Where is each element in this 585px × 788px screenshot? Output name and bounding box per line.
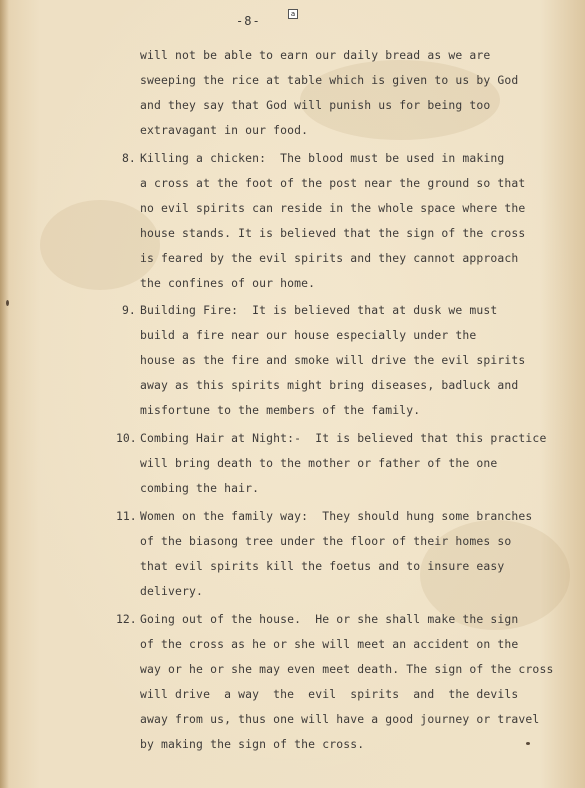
text-line: is feared by the evil spirits and they cannot approach	[140, 251, 519, 265]
text-line: away as this spirits might bring diseases, badluck and	[140, 378, 519, 392]
text-line: Going out of the house. He or she shall make the sign	[140, 612, 519, 626]
text-line: combing the hair.	[140, 481, 260, 495]
text-line: the confines of our home.	[140, 276, 316, 290]
text-line: house as the fire and smoke will drive the evil spirits	[140, 353, 526, 367]
text-line: sweeping the rice at table which is given to us by God	[140, 73, 519, 87]
text-line: will drive a way the evil spirits and the devils	[140, 687, 519, 701]
text-line: away from us, thus one will have a good journey or travel	[140, 712, 540, 726]
text-line: of the cross as he or she will meet an accident on the	[140, 637, 519, 651]
scan-corner-mark: a	[288, 9, 298, 19]
text-line: misfortune to the members of the family.	[140, 403, 421, 417]
text-line: Combing Hair at Night:- It is believed that this practice	[140, 431, 547, 445]
text-line: build a fire near our house especially under the	[140, 328, 477, 342]
text-line: and they say that God will punish us for being too	[140, 98, 491, 112]
text-line: delivery.	[140, 584, 204, 598]
text-line: way or he or she may even meet death. The sign of the cross	[140, 662, 554, 676]
text-line: Women on the family way: They should hung some branches	[140, 509, 533, 523]
ink-speck	[6, 300, 9, 306]
text-line: that evil spirits kill the foetus and to insure easy	[140, 559, 505, 573]
page-number: -8-	[236, 14, 261, 28]
text-line: by making the sign of the cross.	[140, 737, 365, 751]
item-number: 11.	[116, 509, 137, 523]
item-number: 10.	[116, 431, 137, 445]
item-number: 8.	[122, 151, 136, 165]
text-line: Building Fire: It is believed that at dusk we must	[140, 303, 498, 317]
text-line: house stands. It is believed that the sign of the cross	[140, 226, 526, 240]
text-line: extravagant in our food.	[140, 123, 309, 137]
page-edge-shadow	[0, 0, 9, 788]
text-line: a cross at the foot of the post near the ground so that	[140, 176, 526, 190]
item-number: 12.	[116, 612, 137, 626]
text-line: will bring death to the mother or father of the one	[140, 456, 498, 470]
text-line: will not be able to earn our daily bread as we are	[140, 48, 491, 62]
text-line: Killing a chicken: The blood must be used in making	[140, 151, 505, 165]
item-number: 9.	[122, 303, 136, 317]
text-line: of the biasong tree under the floor of their homes so	[140, 534, 512, 548]
ink-speck	[526, 742, 530, 745]
text-line: no evil spirits can reside in the whole space where the	[140, 201, 526, 215]
